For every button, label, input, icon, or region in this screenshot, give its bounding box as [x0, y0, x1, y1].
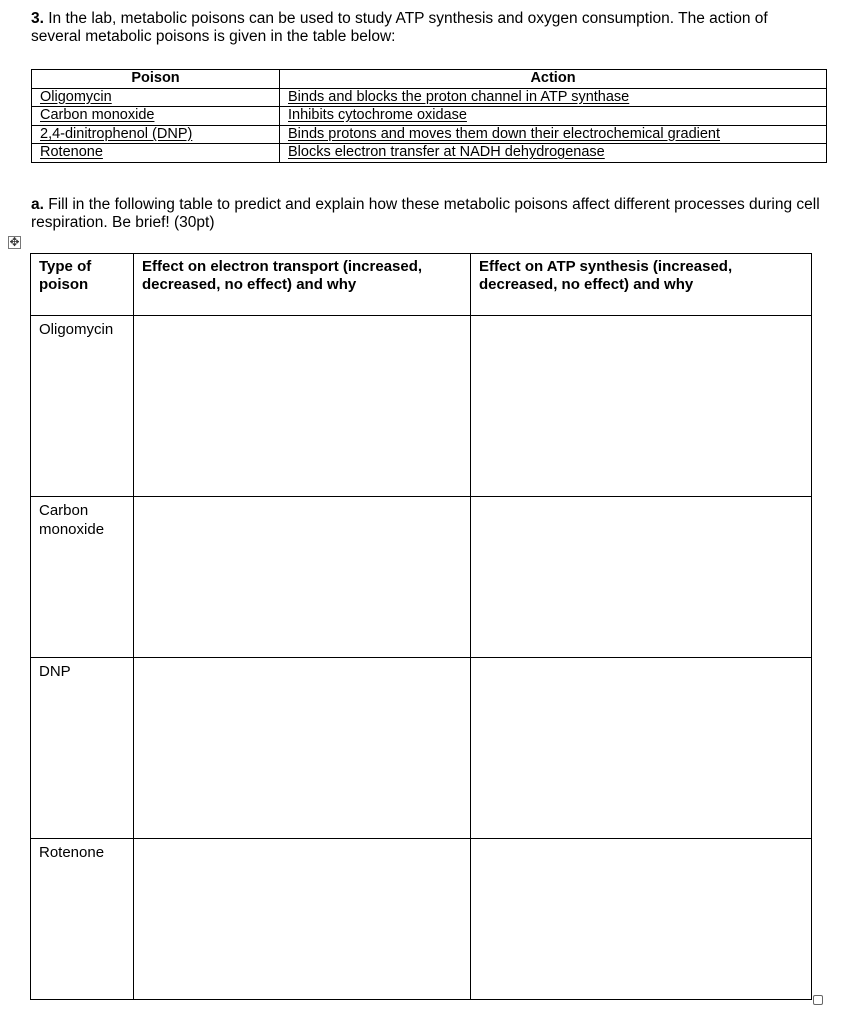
poison-action: Binds protons and moves them down their electrochemical gradient — [280, 125, 827, 144]
atp-synthesis-answer-cell[interactable] — [471, 316, 812, 497]
header-electron-transport: Effect on electron transport (increased, decreased, no effect) and why — [134, 254, 471, 316]
row-poison-label: Oligomycin — [31, 316, 134, 497]
poison-name: Carbon monoxide — [32, 107, 280, 126]
row-poison-label: Rotenone — [31, 839, 134, 1000]
question-number: 3. — [31, 10, 44, 27]
poison-name: 2,4-dinitrophenol (DNP) — [32, 125, 280, 144]
answer-header-row — [31, 254, 812, 316]
electron-transport-answer-cell[interactable] — [134, 839, 471, 1000]
poison-action-table — [31, 69, 827, 163]
poison-action: Inhibits cytochrome oxidase — [280, 107, 827, 126]
atp-synthesis-answer-cell[interactable] — [471, 839, 812, 1000]
resize-handle-icon[interactable] — [813, 995, 823, 1005]
poison-name: Oligomycin — [32, 88, 280, 107]
part-a-text: Fill in the following table to predict and explain how these metabolic poisons affect different processes during cell respiration. Be brief! (30pt) — [31, 196, 820, 231]
poison-action: Blocks electron transfer at NADH dehydrogenase — [280, 144, 827, 163]
electron-transport-answer-cell[interactable] — [134, 497, 471, 658]
atp-synthesis-answer-cell[interactable] — [471, 658, 812, 839]
poison-action: Binds and blocks the proton channel in ATP synthase — [280, 88, 827, 107]
question-intro — [31, 10, 821, 46]
move-arrows-icon[interactable]: ✥ — [9, 235, 20, 249]
answer-row-dnp — [31, 658, 812, 839]
header-action: Action — [280, 70, 827, 89]
part-a-prompt — [31, 196, 831, 232]
header-poison: Poison — [32, 70, 280, 89]
row-poison-label: Carbon monoxide — [31, 497, 134, 658]
poison-name: Rotenone — [32, 144, 280, 163]
electron-transport-answer-cell[interactable] — [134, 658, 471, 839]
table-row — [32, 88, 827, 107]
header-type-of-poison: Type of poison — [31, 254, 134, 316]
answer-row-rotenone — [31, 839, 812, 1000]
header-atp-synthesis: Effect on ATP synthesis (increased, decreased, no effect) and why — [471, 254, 812, 316]
table-row — [32, 125, 827, 144]
answer-row-oligomycin — [31, 316, 812, 497]
atp-synthesis-answer-cell[interactable] — [471, 497, 812, 658]
electron-transport-answer-cell[interactable] — [134, 316, 471, 497]
answer-row-carbon-monoxide — [31, 497, 812, 658]
question-text: In the lab, metabolic poisons can be used to study ATP synthesis and oxygen consumption. The action of several metabolic poisons is given in the table below: — [31, 10, 768, 45]
table-header-row — [32, 70, 827, 89]
row-poison-label: DNP — [31, 658, 134, 839]
table-row — [32, 144, 827, 163]
part-a-label: a. — [31, 196, 44, 213]
answer-table — [30, 253, 812, 1000]
table-row — [32, 107, 827, 126]
